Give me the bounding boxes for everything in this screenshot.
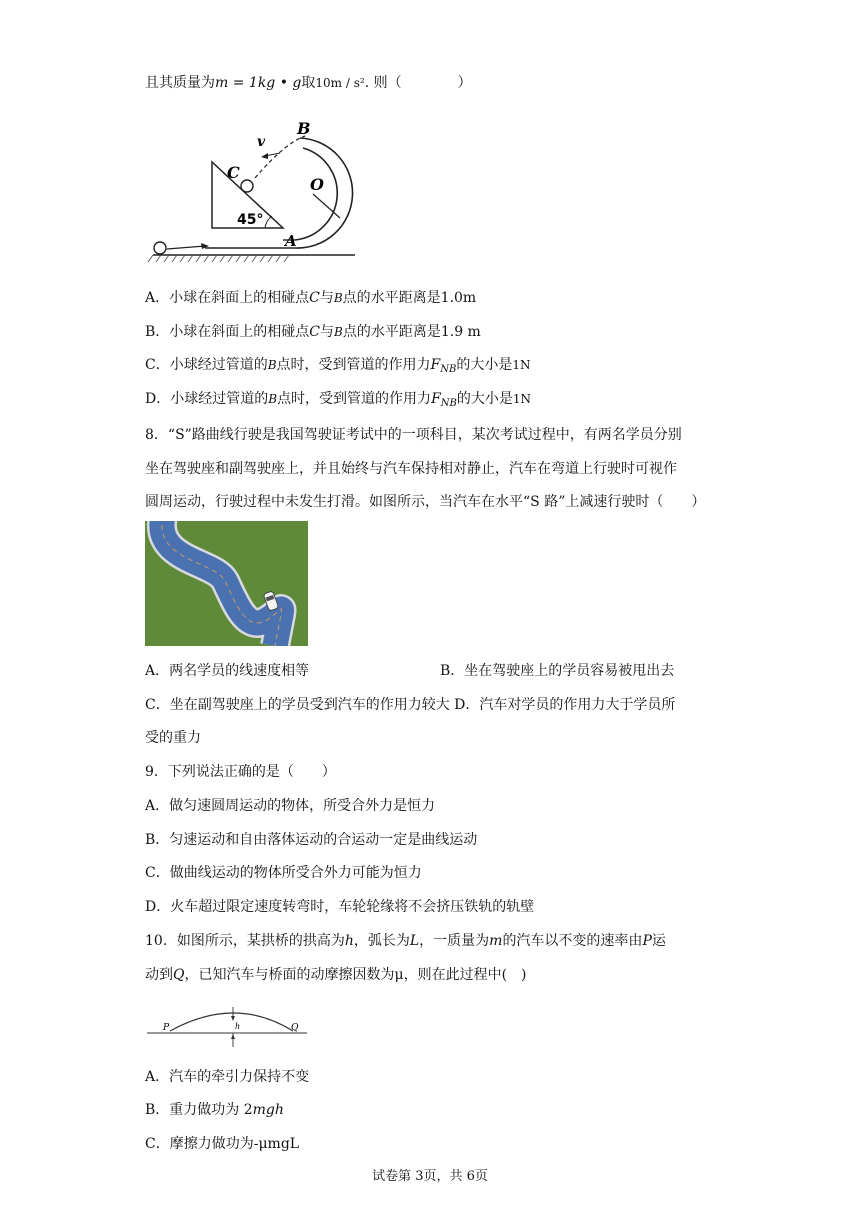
q8-option-a: A．两名学员的线速度相等 <box>145 663 310 679</box>
page-footer: 试卷第 3页，共 6页 <box>372 1169 488 1184</box>
label-angle: 45° <box>237 212 264 228</box>
q9-option-a: A．做匀速圆周运动的物体，所受合外力是恒力 <box>145 798 436 814</box>
q7-option-d: D．小球经过管道的B点时，受到管道的作用力$F_{NB}$的大小是1N <box>145 391 532 409</box>
q9-option-c: C．做曲线运动的物体所受合外力可能为恒力 <box>145 865 422 881</box>
q7-g-value: 10m / s² <box>315 76 365 90</box>
q8-stem-line1: 8．“S”路曲线行驶是我国驾驶证考试中的一项科目，某次考试过程中，有两名学员分别 <box>145 427 682 443</box>
label-h: h <box>235 1022 241 1031</box>
q8-stem-line2: 坐在驾驶座和副驾驶座上，并且始终与汽车保持相对静止，汽车在弯道上行驶时可视作 <box>145 461 677 477</box>
label-P: P <box>163 1023 170 1033</box>
q7-option-b: B．小球在斜面上的相碰点C与B点的水平距离是1.9 m <box>145 324 481 340</box>
q10-option-b: B．重力做功为 2mgh <box>145 1102 284 1118</box>
q10-stem-line2: 动到Q，已知汽车与桥面的动摩擦因数为μ，则在此过程中( ) <box>145 967 527 983</box>
q8-option-b: B．坐在驾驶座上的学员容易被甩出去 <box>440 663 675 679</box>
q7-option-c: C．小球经过管道的B点时，受到管道的作用力$F_{NB}$的大小是1N <box>145 357 531 375</box>
q7-mass-expr: m = 1kg • g <box>215 75 302 91</box>
q10-option-a: A．汽车的牵引力保持不变 <box>145 1069 310 1085</box>
q10-stem-line1: 10．如图所示，某拱桥的拱高为h，弧长为L，一质量为m的汽车以不变的速率由P运 <box>145 933 666 949</box>
q7-incline-tube-figure <box>145 118 370 270</box>
label-B: B <box>297 119 311 138</box>
q8-s-road-figure <box>145 521 308 646</box>
q9-stem: 9．下列说法正确的是（ ） <box>145 764 336 780</box>
q10-arch-bridge-figure <box>145 1005 310 1050</box>
label-A: A <box>285 232 297 250</box>
q8-stem-line3: 圆周运动，行驶过程中未发生打滑。如图所示，当汽车在水平“S 路”上减速行驶时（ ） <box>145 494 706 510</box>
q8-option-d-cont: 受的重力 <box>145 730 201 746</box>
label-C: C <box>227 163 240 182</box>
q7-intro-suffix: . 则（ ） <box>364 75 472 91</box>
q10-option-c: C．摩擦力做功为-μmgL <box>145 1136 300 1152</box>
q7-intro <box>145 72 472 92</box>
q8-option-cd: C．坐在副驾驶座上的学员受到汽车的作用力较大 D．汽车对学员的作用力大于学员所 <box>145 697 676 713</box>
q9-option-b: B．匀速运动和自由落体运动的合运动一定是曲线运动 <box>145 832 478 848</box>
q9-option-d: D．火车超过限定速度转弯时，车轮轮缘将不会挤压铁轨的轨壁 <box>145 899 535 915</box>
label-O: O <box>310 175 324 194</box>
label-v: v <box>257 134 266 150</box>
q7-intro-prefix: 且其质量为 <box>145 75 215 91</box>
q7-option-a: A．小球在斜面上的相碰点C与B点的水平距离是1.0m <box>145 290 477 306</box>
label-Q: Q <box>291 1023 299 1033</box>
q7-intro-mid: 取 <box>301 75 316 91</box>
